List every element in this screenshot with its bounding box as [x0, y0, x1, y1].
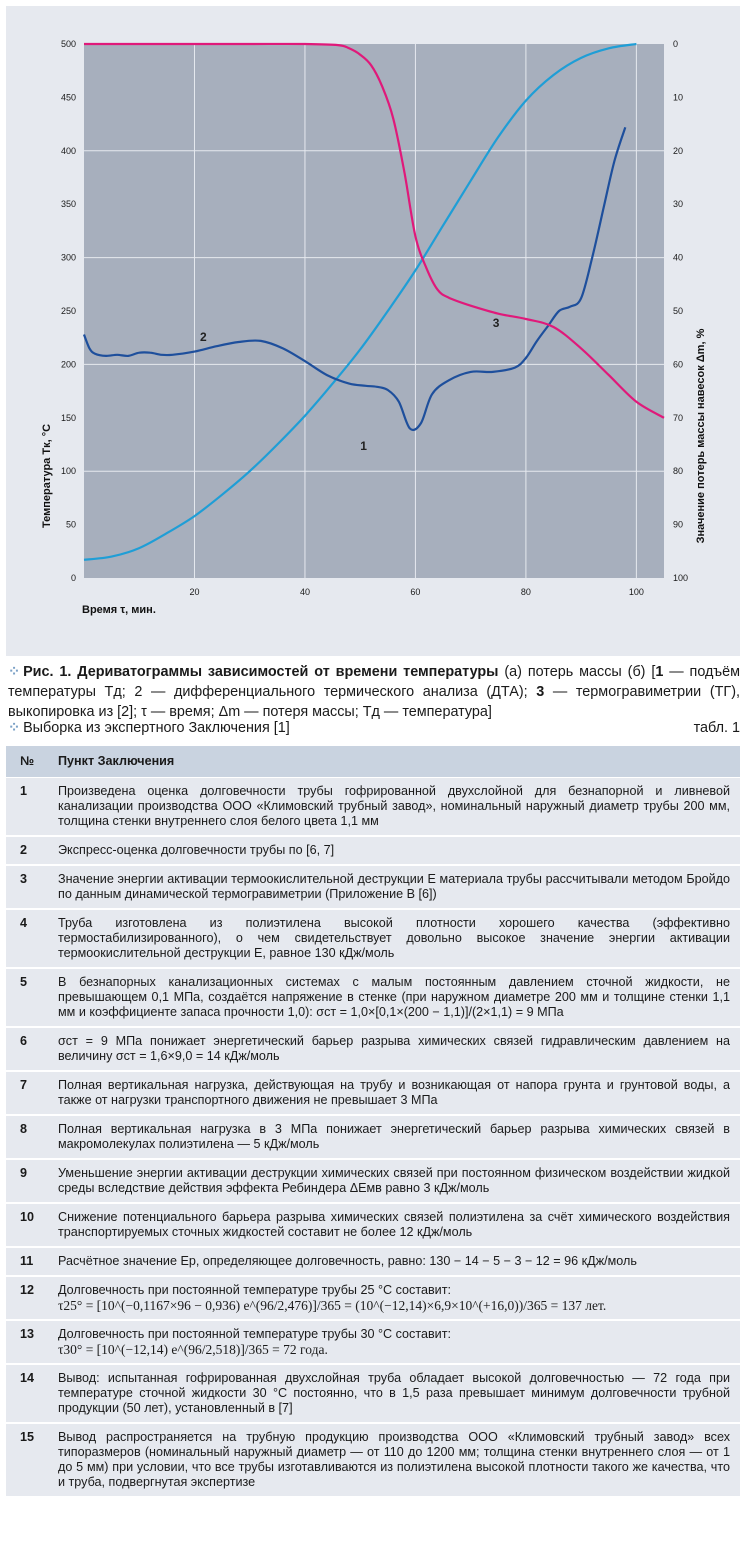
row-text-cell [52, 1423, 740, 1497]
table-row [6, 968, 740, 1027]
row-number: 5 [6, 968, 52, 1027]
row-text-cell [52, 1247, 740, 1276]
bullet-dots-icon: ⁘ [8, 664, 20, 680]
row-number: 12 [6, 1276, 52, 1320]
table-row [6, 1276, 740, 1320]
x-tick-label: 40 [299, 587, 310, 597]
row-number: 13 [6, 1320, 52, 1364]
row-number: 8 [6, 1115, 52, 1159]
row-number: 9 [6, 1159, 52, 1203]
table-row [6, 1203, 740, 1247]
row-text: Полная вертикальная нагрузка в 3 МПа понижает энергетический барьер разрыва химических связей в макромолекулах полиэтилена — 5 кДж/моль [58, 1122, 730, 1151]
row-text-cell [52, 836, 740, 865]
row-text-cell [52, 1027, 740, 1071]
y-right-tick-label: 50 [673, 306, 684, 316]
row-text: Вывод распространяется на трубную продукцию производства ООО «Климовский трубный завод» всех типоразмеров (номинальный наружный диаметр — от 110 до 1200 мм; толщина стенки внутреннего слоя — от 1 до 5 мм) при условии, что все трубы изготавливаются из полиэтилена высокой плотности такого же качества, что и труба, подвергнутая экспертизе [58, 1430, 730, 1489]
row-number: 2 [6, 836, 52, 865]
y-left-tick-label: 50 [65, 519, 76, 530]
row-number: 10 [6, 1203, 52, 1247]
y-left-tick-label: 200 [60, 359, 76, 370]
table-title-text: Выборка из экспертного Заключения [1] [23, 720, 290, 736]
row-number: 4 [6, 909, 52, 968]
row-text: В безнапорных канализационных системах с малым постоянным давлением сточной жидкости, не превышающем 0,1 МПа, создаётся напряжение в стенке (при наружном диаметре 200 мм и толщине стенки 1,1 мм и коэффициенте запаса прочности 1,0): σст = 1,0×[0,1×(200 − 1,1)]/(2×1,1) = 9 МПа [58, 975, 730, 1019]
table-row [6, 1423, 740, 1497]
row-text: Произведена оценка долговечности трубы гофрированной двухслойной для безнапорной и ливневой канализации производства ООО «Климовский трубный завод», номинальный наружный диаметр трубы 200 мм, толщина стенки внутреннего слоя белого цвета 1,1 мм [58, 784, 730, 828]
caption-fig-label: Рис. 1. [23, 664, 72, 680]
table-row [6, 778, 740, 837]
table-head-row [6, 746, 740, 778]
series-label-2: 2 [200, 329, 207, 344]
row-text: Снижение потенциального барьера разрыва химических связей полиэтилена за счёт химического воздействия транспортируемых сточных жидкостей составит не более 12 кДж/моль [58, 1210, 730, 1239]
row-text-cell [52, 1115, 740, 1159]
row-number: 3 [6, 865, 52, 909]
row-formula: τ25° = [10^(−0,1167×96 − 0,936) e^(96/2,476)]/365 = (10^(−12,14)×6,9×10^(+16,0))/365 = 137 лет. [58, 1298, 607, 1313]
row-text: Полная вертикальная нагрузка, действующая на трубу и возникающая от напора грунта и грунтовой воды, а также от нагрузки транспортного движения не превышает 3 МПа [58, 1078, 730, 1107]
row-text: Расчётное значение Eр, определяющее долговечность, равно: 130 − 14 − 5 − 3 − 12 = 96 кДж/моль [58, 1254, 637, 1268]
table-row [6, 865, 740, 909]
row-text: Труба изготовлена из полиэтилена высокой плотности хорошего качества (эффективно термостабилизированного), о чем свидетельствует довольно высокое значение энергии активации термоокислительной деструкции E, равное 130 кДж/моль [58, 916, 730, 960]
caption-text-3: — термогравиметрии (ТГ), выкопировка из [2]; τ — время; Δm — потеря массы; Tд — температура] [8, 684, 740, 720]
y-left-tick-label: 0 [70, 573, 76, 583]
bullet-dots-icon: ⁘ [8, 720, 20, 736]
y-left-tick-label: 300 [60, 252, 76, 263]
row-number: 6 [6, 1027, 52, 1071]
row-text-cell [52, 1320, 740, 1364]
y-left-tick-label: 150 [60, 412, 76, 423]
figure-caption [8, 662, 740, 722]
row-text: Значение энергии активации термоокислительной деструкции E материала трубы рассчитывали методом Бройдо по данным динамической термогравиметрии (Приложение В [6]) [58, 872, 730, 901]
row-text-cell [52, 1071, 740, 1115]
y-axis-right-title: Значение потерь массы навесок Δm, % [695, 328, 707, 544]
row-text-cell [52, 1276, 740, 1320]
row-formula: τ30° = [10^(−12,14) e^(96/2,518)]/365 = 72 года. [58, 1342, 328, 1357]
row-text-cell [52, 909, 740, 968]
row-text: Вывод: испытанная гофрированная двухслойная труба обладает высокой долговечностью — 72 года при температуре сточной жидкости 30 °C постоянно, что в 1,5 раза превышает минимум долговечности трубной продукции (50 лет), установленный в [7] [58, 1371, 730, 1415]
y-right-tick-label: 90 [673, 519, 684, 530]
y-left-tick-label: 450 [60, 92, 76, 103]
caption-title: Дериватограммы зависимостей от времени температуры [77, 664, 499, 680]
table-row [6, 1027, 740, 1071]
y-right-tick-label: 70 [673, 412, 684, 423]
row-text-cell [52, 1364, 740, 1423]
row-text: Долговечность при постоянной температуре трубы 30 °C составит: [58, 1327, 451, 1341]
y-left-tick-label: 400 [60, 145, 76, 156]
x-tick-label: 60 [410, 587, 421, 597]
row-text-cell [52, 1159, 740, 1203]
y-right-tick-label: 80 [673, 466, 684, 477]
table-row [6, 1320, 740, 1364]
figure-panel [6, 6, 740, 656]
y-left-tick-label: 500 [60, 39, 76, 49]
table-row [6, 1071, 740, 1115]
y-right-tick-label: 100 [673, 573, 689, 583]
x-tick-label: 20 [189, 587, 200, 597]
table-title [8, 720, 290, 736]
series-label-3: 3 [492, 316, 500, 331]
conclusion-table [6, 746, 740, 1558]
table-row [6, 1364, 740, 1423]
row-text-cell [52, 865, 740, 909]
y-right-tick-label: 40 [673, 252, 684, 263]
y-right-tick-label: 0 [673, 39, 679, 49]
caption-n3: 3 [536, 684, 545, 700]
row-text: Долговечность при постоянной температуре трубы 25 °C составит: [58, 1283, 451, 1297]
table-row [6, 1159, 740, 1203]
caption-text-1: (а) потерь массы (б) [ [498, 664, 656, 680]
col-num-header: № [6, 746, 52, 778]
table-row [6, 909, 740, 968]
y-right-tick-label: 20 [673, 145, 684, 156]
col-item-header: Пункт Заключения [52, 746, 740, 778]
row-number: 1 [6, 778, 52, 837]
row-text-cell [52, 968, 740, 1027]
x-tick-label: 80 [520, 587, 531, 597]
row-text: Уменьшение энергии активации деструкции химических связей при постоянном физическом воздействии жидкой среды вследствие действия эффекта Ребиндера ΔEмв равно 3 кДж/моль [58, 1166, 730, 1195]
y-axis-left-title: Температура Tк, °C [41, 423, 53, 529]
y-right-tick-label: 60 [673, 359, 684, 370]
y-right-tick-label: 30 [673, 199, 684, 210]
table-header [8, 720, 740, 742]
derivatogram-chart [6, 6, 740, 656]
caption-text-2: — подъём температуры Tд; 2 — дифференциального термического анализа (ДТА); [8, 664, 740, 700]
series-label-1: 1 [360, 438, 367, 453]
row-text: Экспресс-оценка долговечности трубы по [6, 7] [58, 843, 335, 857]
y-left-tick-label: 250 [60, 306, 76, 316]
table-row [6, 1115, 740, 1159]
row-number: 15 [6, 1423, 52, 1497]
x-axis-title: Время τ, мин. [82, 604, 156, 616]
row-number: 7 [6, 1071, 52, 1115]
y-left-tick-label: 100 [60, 466, 76, 477]
row-number: 11 [6, 1247, 52, 1276]
y-left-tick-label: 350 [60, 199, 76, 210]
x-tick-label: 100 [628, 587, 644, 597]
caption-n1: 1 [655, 664, 664, 680]
row-number: 14 [6, 1364, 52, 1423]
table-label: табл. 1 [693, 720, 740, 736]
table-row [6, 836, 740, 865]
row-text-cell [52, 1203, 740, 1247]
y-right-tick-label: 10 [673, 92, 684, 103]
plot-area [84, 44, 664, 578]
row-text-cell [52, 778, 740, 837]
table-row [6, 1247, 740, 1276]
row-text: σст = 9 МПа понижает энергетический барьер разрыва химических связей гидравлическим давлением на величину σст = 1,6×9,0 = 14 кДж/моль [58, 1034, 730, 1063]
